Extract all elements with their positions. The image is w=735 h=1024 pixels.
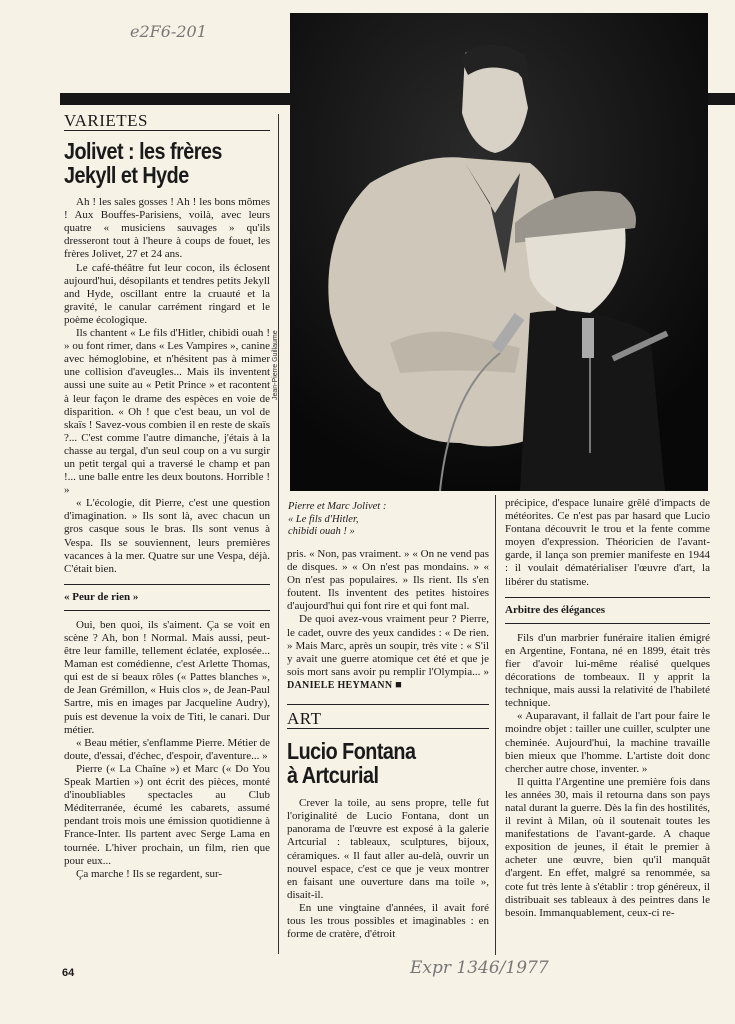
paragraph: Crever la toile, au sens propre, telle fut l'originalité de Lucio Fontana, dont un panorama de l'œuvre est exposé à la galerie Artcurial : tableaux, sculptures, bijoux, céramiques. « Il faut aller au-delà, ouvrir un nouvel espace, c'est ce que je veux montrer en faisant une ouverture dans ma toile », disait-il. [287,797,489,901]
paragraph-text: De quoi avez-vous vraiment peur ? Pierre, le cadet, ouvre des yeux candides : « De rien. » Mais Marc, après un soupir, très vite : « S'il y avait une guerre atomique cet été et que je sois mort sans avoir pu remplir l'Olympia... » [287,613,489,678]
paragraph: Il quitta l'Argentine une première fois dans les années 30, mais il retourna dans son pays natal durant la guerre. Dès la fin des hostilités, il revint à Milan, où il soutenait toutes les manifestations de l'avant-garde. A chaque exposition de jeunes, il était le premier à acheter une œuvre, bien qu'il manquât d'argent. En effet, malgré sa renommée, sa cote fut très lente à s'établir : trop généreux, il distribuait ses tableaux à des peintres dans le besoin. Immanquablement, ceux-ci re- [505,775,710,919]
right-column [505,497,710,920]
paragraph: Ils chantent « Le fils d'Hitler, chibidi ouah ! » ou font rimer, dans « Les Vampires », canine avec hémoglobine, et n'hésitent pas à mimer une collision d'aveugles... Mais ils inventent aussi une suite au « Petit Prince » et racontent à leur façon le drame des espèces en voie de disparition. « Oh ! que c'est beau, un vol de skaïs ! Savez-vous combien il en reste de skaïs ?... C'est comme l'autre dimanche, j'étais à la chasse au tergal, d'un seul coup on a vu surgir un petit tergal qui a traversé le champ et pan !... une balle entre les deux boutons. Horrible ! » [64,327,270,497]
headline-line-2: Jekyll et Hyde [64,162,189,189]
photo-caption [288,501,488,539]
page-number: 64 [62,967,75,979]
photo-illustration [290,13,708,491]
paragraph: Le café-théâtre fut leur cocon, ils éclosent aujourd'hui, désopilants et tendres petits Jekyll and Hyde, oscillant entre la cruauté et la gravité, le canular carrément ringard et le poème écologique. [64,261,270,326]
middle-column [287,548,489,941]
caption-line-2: « Le fils d'Hitler, [288,513,359,525]
subhead-rule-top [64,584,270,585]
left-column [64,111,270,881]
subhead: Arbitre des élégances [505,603,605,616]
paragraph: précipice, d'espace lunaire grêlé d'impacts de météorites. Ce n'est pas par hasard que Lucio Fontana découvrit le trou et la fente comme moyen d'expression. Théoricien de l'avant-garde, il lança son premier manifeste en 1944 : il voulait dématérialiser l'œuvre d'art, la libérer du statisme. [505,497,710,588]
handwritten-ref-bottom: Expr 1346/1977 [410,958,549,978]
author-signature: DANIELE HEYMANN [287,679,393,691]
subhead-rule-top [505,597,710,598]
headline-line-1: Lucio Fontana [287,738,416,765]
handwritten-ref-top: e2F6-201 [130,22,207,41]
caption-line-3: chibidi ouah ! » [288,526,355,537]
photo-credit: Jean-Pierre Guillaume [272,330,279,400]
paragraph: Pierre (« La Chaîne ») et Marc (« Do You Speak Martien ») ont écrit des pièces, monté d'inoubliables spectacles au Club Méditerranée, écumé les cabarets, assumé pendant trois mois une émission quotidienne à France-Inter. Ils partent avec Serge Lama en tournée. L'hiver prochain, un film, rien que pour eux... [64,762,270,867]
paragraph: « Beau métier, s'enflamme Pierre. Métier de doute, d'essai, d'échec, d'espoir, d'aventure... » [64,736,270,762]
paragraph: pris. « Non, pas vraiment. » « On ne vend pas de disques. » « On n'est pas mondains. » « On n'est pas populaires. » Ils rient. Ils s'en foutent. Ils inventent des petites histoires d'aujourd'hui qui font rire et qui font mal. [287,548,489,613]
subhead-rule-bottom [64,610,270,611]
paragraph: « Auparavant, il fallait de l'art pour faire le moindre objet : tailler une cuiller, sculpter une cheminée. Aujourd'hui, la machine travaille bien mieux que l'homme. L'artiste doit donc chercher autre chose, inventer. » [505,710,710,775]
subhead: « Peur de rien » [64,590,139,603]
header-bar-right [708,93,735,105]
section-title: VARIETES [64,111,148,130]
subhead-rule-bottom [505,623,710,624]
section-rule-top [287,704,489,705]
paragraph: « L'écologie, dit Pierre, c'est une question d'imagination. » Ils sont là, avec chacun un gros casque sous le bras. Ils sont venus à Vespa. Ils se souviennent, leurs premières vacances à la mer. Quatre sur une Vespa, déjà. C'était bien. [64,497,270,575]
headline-line-1: Jolivet : les frères [64,138,222,165]
headline-line-2: à Artcurial [287,762,379,789]
paragraph: En une vingtaine d'années, il avait foré tous les trous possibles et imaginables : en forme de cratère, d'étroit [287,901,489,941]
end-mark: ■ [395,678,402,691]
header-bar [60,93,290,105]
paragraph: Ça marche ! Ils se regardent, sur- [76,867,223,880]
section-title: ART [287,709,322,729]
paragraph: Ah ! les sales gosses ! Ah ! les bons mômes ! Aux Bouffes-Parisiens, voilà, avec leurs quatre « musiciens sauvages » qu'ils dresseront tout à l'heure à coups de fouet, les frères Jolivet, 27 et 24 ans. [64,196,270,261]
paragraph: Oui, ben quoi, ils s'aiment. Ça se voit en scène ? Ah, bon ! Normal. Mais aussi, peut-être leur famille, tellement éclatée, explosée... Maman est comédienne, c'est Arlette Thomas, qui est de si beaux rôles (« Pattes blanches », de Jean Grémillon, « Huis clos », de Jean-Paul Sartre, mis en images par Jacqueline Audry), puis est devenue la voix de Titi, le canari. Dur métier. [64,618,270,736]
column-rule [495,495,496,955]
photo-jolivet-brothers [290,13,708,491]
paragraph [287,613,489,692]
caption-line-1: Pierre et Marc Jolivet : [288,501,387,512]
paragraph: Fils d'un marbrier funéraire italien émigré en Argentine, Fontana, né en 1899, était très fier d'avoir lui-même réalisé quelques décorations de tombeaux. Il y apprit la technique, mais aussi la relativité de l'habileté technique. [505,631,710,710]
section-rule [64,130,270,131]
section-rule [287,728,489,729]
column-rule [278,114,279,954]
